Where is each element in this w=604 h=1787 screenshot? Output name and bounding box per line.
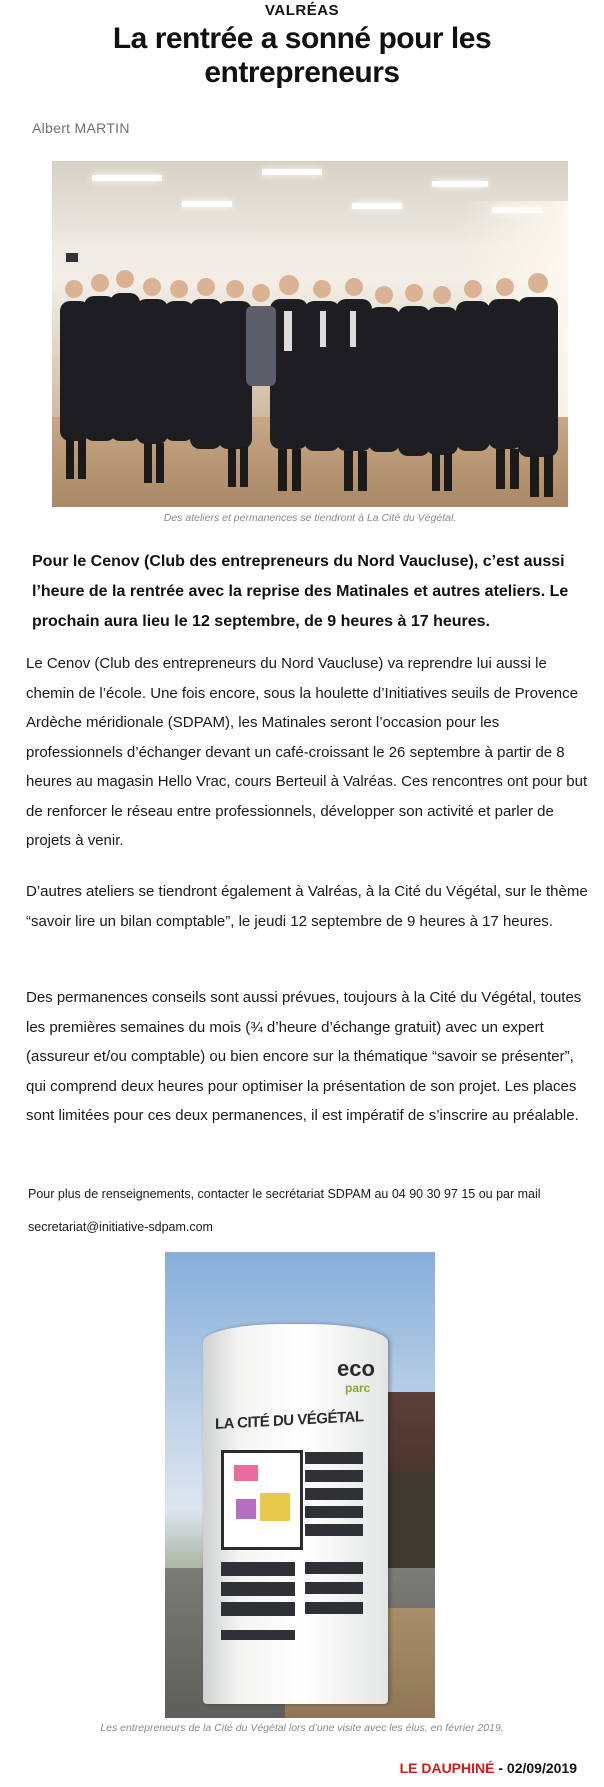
totem-panel	[305, 1506, 363, 1518]
group-people	[52, 161, 568, 507]
article-paragraph: Le Cenov (Club des entrepreneurs du Nord Vaucluse) va reprendre lui aussi le chemin de l’école. Une fois encore, sous la houlette d’Initiatives seuils de Provence Ardèche méridionale (SDPAM), les Matinales seront l’occasion pour les professionnels d’échanger devant un café-croissant le 26 septembre à partir de 8 heures au magasin Hello Vrac, cours Berteuil à Valréas. Ces rencontres ont pour but de renforcer le réseau entre professionnels, développer son activité et parler de projets à venir.	[26, 655, 588, 849]
totem-panel	[305, 1470, 363, 1482]
totem-panel	[305, 1562, 363, 1574]
parc-logo-text: parc	[345, 1381, 371, 1395]
totem-panel	[221, 1602, 295, 1616]
article-author: Albert MARTIN	[32, 120, 130, 136]
totem-panel	[305, 1524, 363, 1536]
totem-panel	[221, 1582, 295, 1596]
totem-panel	[305, 1488, 363, 1500]
totem-panel	[221, 1630, 295, 1640]
ecoparc-logo-icon	[337, 1352, 385, 1402]
article-paragraph: D’autres ateliers se tiendront également à Valréas, à la Cité du Végétal, sur le thème “savoir lire un bilan comptable”, le jeudi 12 septembre de 9 heures à 17 heures.	[26, 883, 588, 930]
photo-caption: Des ateliers et permanences se tiendront à La Cité du Végétal.	[163, 512, 457, 524]
eco-logo-text: eco	[337, 1356, 375, 1381]
contact-info: Pour plus de renseignements, contacter le secrétariat SDPAM au 04 90 30 97 15 ou par mail secretariat@initiative-sdpam.com	[28, 1187, 541, 1234]
article-kicker: VALRÉAS	[264, 2, 340, 19]
totem-panel	[305, 1452, 363, 1464]
publication-date: 02/09/2019	[506, 1760, 577, 1776]
footer-separator: -	[494, 1760, 507, 1776]
totem-map	[221, 1450, 303, 1550]
totem-panel	[305, 1602, 363, 1614]
article-headline: La rentrée a sonné pour les entrepreneurs	[112, 22, 492, 89]
article-paragraph: Des permanences conseils sont aussi prévues, toujours à la Cité du Végétal, toutes les premières semaines du mois (¾ d’heure d’échange gratuit) avec un expert (assureur et/ou comptable) ou bien encore sur la thématique “savoir se présenter”, qui comprend deux heures pour optimiser la présentation de son projet. Les places sont limitées pour ces deux permanences, il est impératif de s’inscrire au préalable.	[26, 989, 582, 1124]
article-lead: Pour le Cenov (Club des entrepreneurs du Nord Vaucluse), c’est aussi l’heure de la rentrée avec la reprise des Matinales et autres ateliers. Le prochain aura lieu le 12 septembre, de 9 heures à 17 heures.	[32, 553, 569, 630]
signage-photo	[165, 1252, 435, 1718]
totem-title: LA CITÉ DU VÉGÉTAL	[215, 1408, 364, 1433]
photo-caption: Les entrepreneurs de la Cité du Végétal lors d’une visite avec les élus, en février 2019.	[100, 1722, 504, 1734]
totem-panel	[221, 1562, 295, 1576]
totem-panel	[305, 1582, 363, 1594]
source-footer	[400, 1760, 577, 1776]
newspaper-brand: LE DAUPHINÉ	[399, 1760, 495, 1776]
group-photo	[52, 161, 568, 507]
